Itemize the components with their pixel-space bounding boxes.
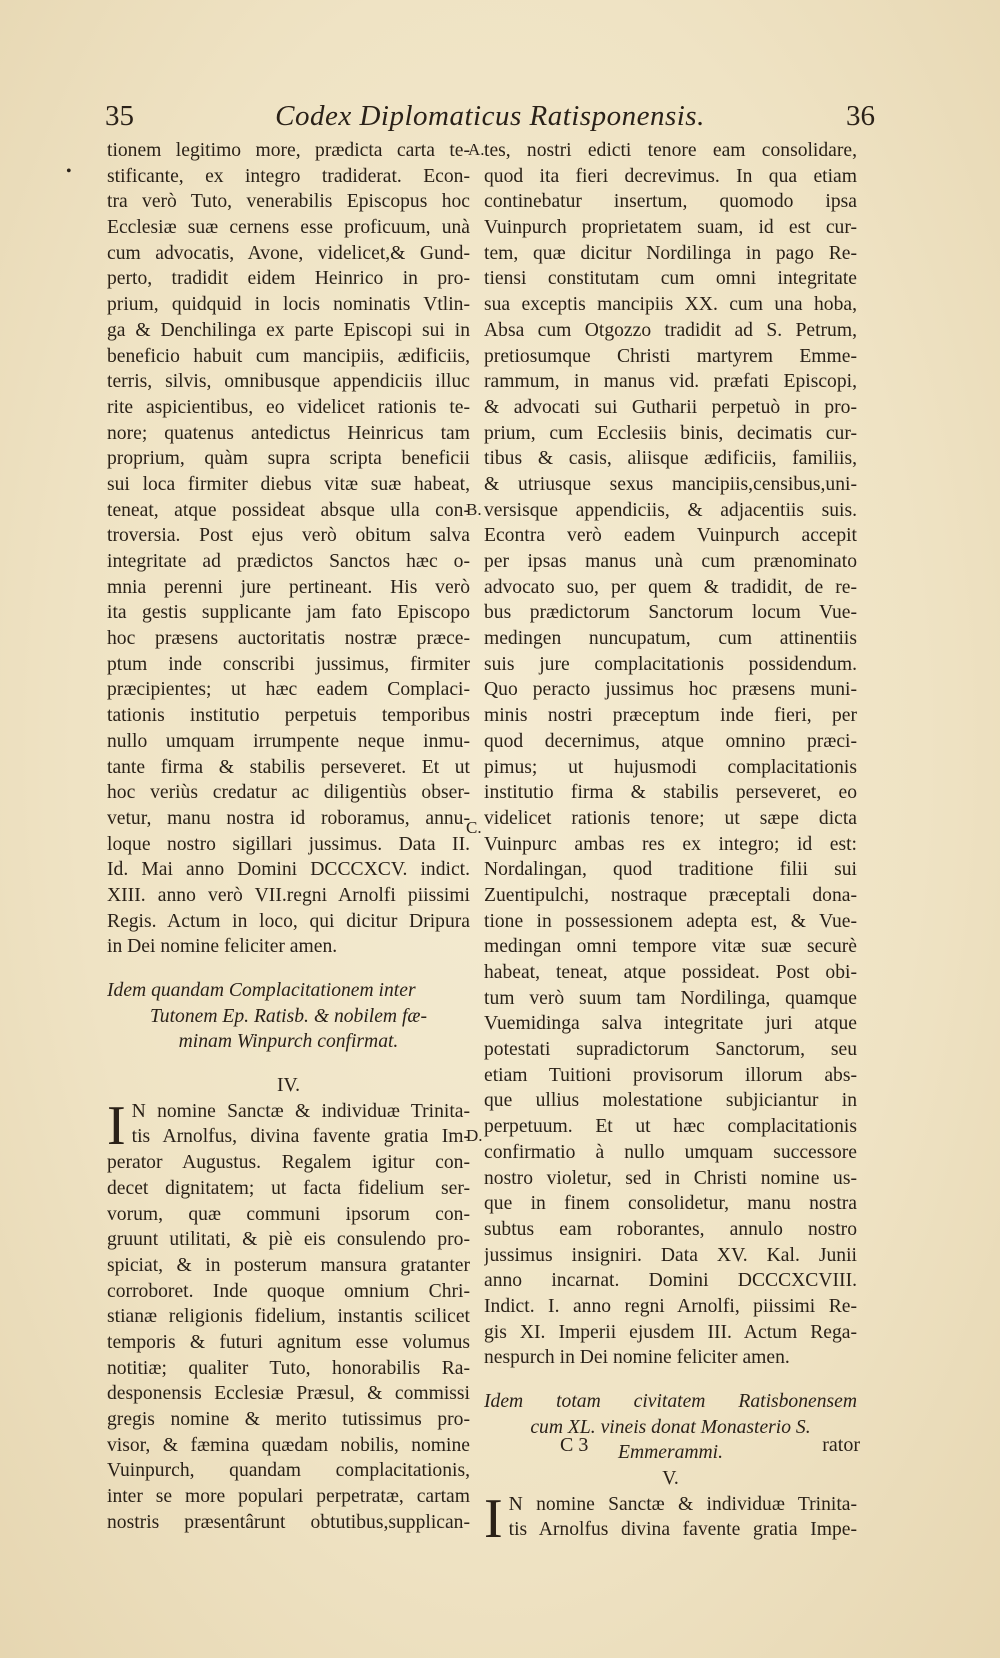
text-line: ptum inde conscribi jussimus, firmiter [107, 653, 470, 675]
text-line: stificante, ex integro tradiderat. Econ- [107, 165, 470, 187]
text-line: hoc præsens auctoritatis nostræ præce- [107, 628, 470, 650]
margin-mark-d: D. [466, 1126, 483, 1145]
text-line: Ecclesiæ suæ cernens esse proficuum, unà [107, 217, 470, 239]
charter-iv-text-continued [484, 138, 857, 1371]
text-line: Id. Mai anno Domini DCCCXCV. indict. [107, 859, 470, 881]
text-line: vorum, quæ communi ipsorum con- [107, 1203, 470, 1225]
text-line: stianæ religionis fidelium, instantis scilicet [107, 1306, 470, 1328]
text-line: hoc veriùs credatur ac diligentiùs obser- [107, 782, 470, 804]
text-line: tis Arnolfus divina favente gratia Impe- [508, 1519, 857, 1541]
text-line: beneficio habuit cum mancipiis, ædificiis, [107, 345, 470, 367]
text-line: Zuentipulchi, nostraque præceptali dona- [484, 884, 857, 906]
text-line: perator Augustus. Regalem igitur con- [107, 1152, 470, 1174]
text-line: proprium, quàm supra scripta beneficii [107, 448, 470, 470]
text-line: sui loca firmiter diebus vitæ suæ habeat, [107, 473, 470, 495]
text-line: XIII. anno verò VII.regni Arnolfi piissimi [107, 884, 470, 906]
charter-iv-heading [107, 978, 470, 1055]
text-line: tum verò suum tam Nordilinga, quamque [484, 987, 857, 1009]
text-line: prium, cum Ecclesiis binis, decimatis cur- [484, 422, 857, 444]
text-line: integritate ad prædictos Sanctos hæc o- [107, 551, 470, 572]
text-line: Vuinpurch, quandam complacitationis, [107, 1460, 470, 1482]
margin-mark-b: B. [466, 500, 482, 519]
heading-line: Idem quandam Complacitationem inter [107, 980, 416, 1001]
text-line: mnia perenni jure pertineant. His verò [107, 576, 470, 598]
text-line: quod ita fieri decrevimus. In qua etiam [484, 165, 857, 187]
text-line: desponensis Ecclesiæ Præsul, & commissi [107, 1383, 470, 1405]
text-line: Vuemidinga salva integritate juri atque [484, 1013, 857, 1035]
signature-mark: C 3 [560, 1434, 589, 1456]
text-line: tiensi constitutam cum omni integritate [484, 268, 857, 290]
text-line: N nomine Sanctæ & individuæ Trinita- [508, 1493, 857, 1515]
text-line: tationis institutio perpetuis temporibus [107, 705, 470, 727]
text-line: jussimus insigniri. Data XV. Kal. Junii [484, 1244, 857, 1266]
text-line: Vuinpurc ambas res ex integro; id est: [484, 833, 857, 855]
text-line: gregis nomine & merito tutissimus pro- [107, 1409, 470, 1430]
text-line: habeat, teneat, atque possideat. Post obi- [484, 962, 857, 983]
text-line: Quo peracto jussimus hoc præsens muni- [484, 679, 857, 701]
text-line: perpetuum. Et ut hæc complacitationis [484, 1116, 857, 1138]
text-line: nullo umquam irrumpente neque inmu- [107, 730, 470, 752]
text-line: confirmatio à nullo umquam successore [484, 1141, 857, 1163]
text-line: gis XI. Imperii ejusdem III. Actum Rega- [484, 1321, 857, 1343]
heading-line: Tutonem Ep. Ratisb. & nobilem fæ- [149, 1005, 428, 1027]
text-line: & advocati sui Gutharii perpetuò in pro- [484, 396, 857, 418]
text-line: vetur, manu nostra id roboramus, annu- [107, 807, 470, 829]
text-line: rammum, in manus vid. præfati Episcopi, [484, 371, 857, 393]
charter-v-text [484, 1487, 857, 1550]
page-header [105, 96, 875, 136]
text-line: in Dei nomine feliciter amen. [107, 936, 338, 958]
spacer [107, 1055, 470, 1073]
heading-line: Idem totam civitatem Ratisbonensem [484, 1391, 857, 1412]
text-line: quod decernimus, atque omnino præci- [484, 730, 857, 752]
text-line: per ipsas manus unà cum prænominato [484, 551, 857, 572]
text-line: potestati supradictorum Sanctorum, seu [484, 1039, 857, 1061]
text-line: tes, nostri edicti tenore eam consolidare, [484, 140, 857, 161]
text-line: tra verò Tuto, venerabilis Episcopus hoc [107, 191, 470, 213]
text-line: minis nostri præceptum inde fieri, per [484, 705, 857, 727]
text-line: gruunt utilitati, & piè eis consulendo pro- [107, 1229, 470, 1251]
text-line: subtus eam roborantes, annulo nostro [484, 1218, 857, 1240]
margin-mark-c: C. [466, 818, 482, 837]
text-line: tionem legitimo more, prædicta carta te- [107, 140, 470, 161]
text-line: suis jure complacitationis possidendum. [484, 653, 857, 675]
text-line: notitiæ; qualiter Tuto, honorabilis Ra- [107, 1357, 470, 1379]
drop-cap: I [107, 1094, 126, 1157]
text-line: tione in possessionem adepta est, & Vue- [484, 910, 857, 932]
spacer [484, 1371, 857, 1389]
text-line: advocato suo, per quem & tradidit, de re- [484, 576, 857, 598]
text-line: cum advocatis, Avone, videlicet,& Gund- [107, 242, 470, 264]
text-line: Econtra verò eadem Vuinpurch accepit [484, 525, 857, 547]
section-number-iv: IV. [276, 1075, 301, 1097]
margin-mark-a: A. [468, 140, 485, 159]
text-line: nespurch in Dei nomine feliciter amen. [484, 1347, 790, 1369]
text-line: prium, quidquid in locis nominatis Vtlin- [107, 294, 470, 316]
page-number-right: 36 [846, 100, 875, 132]
text-line: que in finem consolidetur, manu nostra [484, 1193, 857, 1215]
text-line: anno incarnat. Domini DCCCXCVIII. [484, 1270, 857, 1292]
text-line: inter se more populari perpetratæ, cartam [107, 1486, 470, 1508]
text-line: nostris præsentârunt obtutibus,supplican- [107, 1511, 470, 1533]
text-line: nostro violetur, sed in Christi nomine us- [484, 1167, 857, 1189]
text-line: pimus; ut hujusmodi complacitationis [484, 756, 857, 778]
text-line: tante firma & stabilis perseveret. Et ut [107, 756, 470, 778]
text-line: temporis & futuri agnitum esse volumus [107, 1331, 470, 1353]
text-line: N nomine Sanctæ & individuæ Trinita- [131, 1100, 470, 1122]
section-number-v: V. [662, 1468, 679, 1490]
text-line: terris, silvis, omnibusque appendiciis illuc [107, 371, 470, 393]
text-line: perto, tradidit eidem Heinrico in pro- [107, 268, 470, 290]
text-line: tibus & casis, aliisque ædificiis, familiis, [484, 448, 857, 470]
drop-cap: I [484, 1487, 503, 1550]
right-column [484, 138, 857, 1550]
text-line: tis Arnolfus, divina favente gratia Im- [131, 1126, 470, 1148]
heading-line: minam Winpurch confirmat. [178, 1031, 399, 1053]
text-line: Regis. Actum in loco, qui dicitur Dripura [107, 910, 470, 932]
running-title: Codex Diplomaticus Ratisponensis. [275, 100, 705, 132]
charter-iii-text [107, 138, 470, 960]
text-line: rite aspicientibus, eo videlicet rationis te- [107, 396, 470, 418]
text-line: loque nostro sigillari jussimus. Data II. [107, 833, 470, 855]
text-line: que ullius molestatione subjiciantur in [484, 1090, 857, 1112]
text-line: Indict. I. anno regni Arnolfi, piissimi Re- [484, 1295, 857, 1317]
text-line: decet dignitatem; ut facta fidelium ser- [107, 1177, 470, 1199]
margin-dot: • [66, 163, 72, 180]
text-line: medingan omni tempore vitæ suæ securè [484, 936, 857, 958]
text-line: corroboret. Inde quoque omnium Chri- [107, 1280, 470, 1302]
text-line: Vuinpurch proprietatem suam, id est cur- [484, 217, 857, 239]
text-line: ita gestis supplicante jam fato Episcopo [107, 602, 470, 624]
text-line: etiam Tuitioni provisorum illorum abs- [484, 1064, 857, 1086]
charter-iv-text [107, 1094, 470, 1536]
text-line: pretiosumque Christi martyrem Emme- [484, 345, 857, 367]
text-line: videlicet rationis tenore; ut sæpe dicta [484, 807, 857, 829]
text-line: nore; quatenus antedictus Heinricus tam [107, 422, 470, 444]
catchword: rator [822, 1434, 860, 1456]
page-number-left: 35 [105, 100, 134, 132]
text-line: teneat, atque possideat absque ulla con- [107, 499, 470, 521]
text-line: ga & Denchilinga ex parte Episcopi sui in [107, 319, 470, 341]
text-line: institutio firma & stabilis perseveret, eo [484, 782, 857, 804]
text-line: bus prædictorum Sanctorum locum Vue- [484, 602, 857, 624]
heading-line: cum XL. vineis donat Monasterio S. [530, 1416, 811, 1438]
text-line: spiciat, & in posterum mansura gratanter [107, 1254, 470, 1276]
text-line: troversia. Post ejus verò obitum salva [107, 525, 470, 547]
heading-line: Emmerammi. [617, 1442, 724, 1464]
text-line: medingen nuncupatum, cum attinentiis [484, 628, 857, 650]
text-line: sua exceptis mancipiis XX. cum una hoba, [484, 294, 857, 316]
text-line: tem, quæ dicitur Nordilinga in pago Re- [484, 242, 857, 264]
text-line: versisque appendiciis, & adjacentiis suis. [484, 499, 857, 521]
text-line: Absa cum Otgozzo tradidit ad S. Petrum, [484, 319, 857, 341]
page-footer [560, 1434, 860, 1460]
text-line: præcipientes; ut hæc eadem Complaci- [107, 679, 470, 701]
text-line: & utriusque sexus mancipiis,censibus,uni- [484, 473, 857, 495]
left-column [107, 138, 470, 1535]
spacer [107, 960, 470, 978]
text-line: continebatur insertum, quomodo ipsa [484, 191, 857, 213]
text-line: visor, & fæmina quædam nobilis, nomine [107, 1434, 470, 1456]
text-line: Nordalingan, quod traditione filii sui [484, 859, 857, 881]
